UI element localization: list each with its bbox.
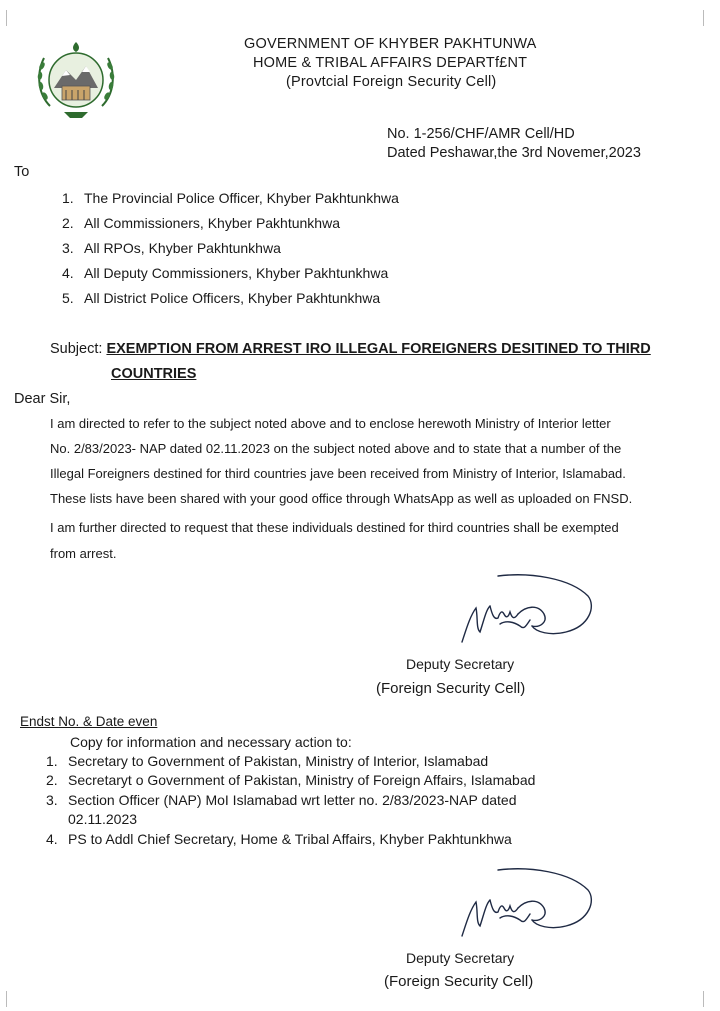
handwritten-signature: [440, 570, 600, 655]
salutation: Dear Sir,: [14, 391, 71, 407]
list-item: 4. PS to Addl Chief Secretary, Home & Tribal Affairs, Khyber Pakhtunkhwa: [46, 831, 512, 847]
signatory-title: Deputy Secretary: [406, 950, 515, 966]
letterhead-government: GOVERNMENT OF KHYBER PAKHTUNWA: [244, 36, 537, 52]
list-item: 3. All RPOs, Khyber Pakhtunkhwa: [62, 240, 281, 256]
paragraph-line: These lists have been shared with your good office through WhatsApp as well as uploaded on FNSD.: [50, 491, 633, 506]
letterhead-cell: (Provtcial Foreign Security Cell): [286, 74, 497, 90]
list-item: 2. All Commissioners, Khyber Pakhtunkhwa: [62, 215, 340, 231]
list-item: 3. Section Officer (NAP) MoI Islamabad wrt letter no. 2/83/2023-NAP dated: [46, 792, 517, 808]
list-item: 1. The Provincial Police Officer, Khyber Pakhtunkhwa: [62, 190, 399, 206]
scan-corner-mark: [6, 10, 17, 26]
subject-line-2: COUNTRIES: [111, 366, 197, 382]
signatory-title: Deputy Secretary: [406, 656, 515, 672]
paragraph-line: from arrest.: [50, 546, 117, 561]
list-item: 1. Secretary to Government of Pakistan, Ministry of Interior, Islamabad: [46, 753, 489, 769]
list-item-continuation: 02.11.2023: [68, 811, 138, 827]
endorsement-intro: Copy for information and necessary action to:: [70, 734, 352, 750]
paragraph-line: I am directed to refer to the subject noted above and to enclose herewoth Ministry of Interior letter: [50, 416, 611, 431]
paragraph-line: Illegal Foreigners destined for third countries jave been received from Ministry of Interior, Islamabad.: [50, 466, 626, 481]
list-item: 4. All Deputy Commissioners, Khyber Pakhtunkhwa: [62, 265, 389, 281]
signatory-office: (Foreign Security Cell): [376, 680, 526, 697]
scan-corner-mark: [693, 991, 704, 1007]
paragraph-line: I am further directed to request that these individuals destined for third countries shall be exempted: [50, 520, 619, 535]
list-item: 5. All District Police Officers, Khyber Pakhtunkhwa: [62, 290, 381, 306]
signatory-office: (Foreign Security Cell): [384, 973, 534, 990]
subject-line: [50, 341, 651, 357]
paragraph-line: No. 2/83/2023- NAP dated 02.11.2023 on the subject noted above and to state that a number of the: [50, 441, 622, 456]
scan-corner-mark: [6, 991, 17, 1007]
kp-government-emblem: [32, 36, 120, 120]
scan-corner-mark: [693, 10, 704, 26]
letterhead-department: HOME & TRIBAL AFFAIRS DEPARTf£NT: [253, 55, 528, 71]
to-label: To: [14, 164, 30, 180]
handwritten-signature: [440, 864, 600, 949]
reference-date: Dated Peshawar,the 3rd Novemer,2023: [387, 145, 641, 161]
reference-number: No. 1-256/CHF/AMR Cell/HD: [387, 126, 575, 142]
subject-label: Subject:: [50, 341, 103, 357]
list-item: 2. Secretaryt o Government of Pakistan, Ministry of Foreign Affairs, Islamabad: [46, 772, 536, 788]
endorsement-label: Endst No. & Date even: [20, 714, 158, 729]
subject-text: EXEMPTION FROM ARREST IRO ILLEGAL FOREIGNERS DESITINED TO THIRD: [106, 341, 651, 357]
